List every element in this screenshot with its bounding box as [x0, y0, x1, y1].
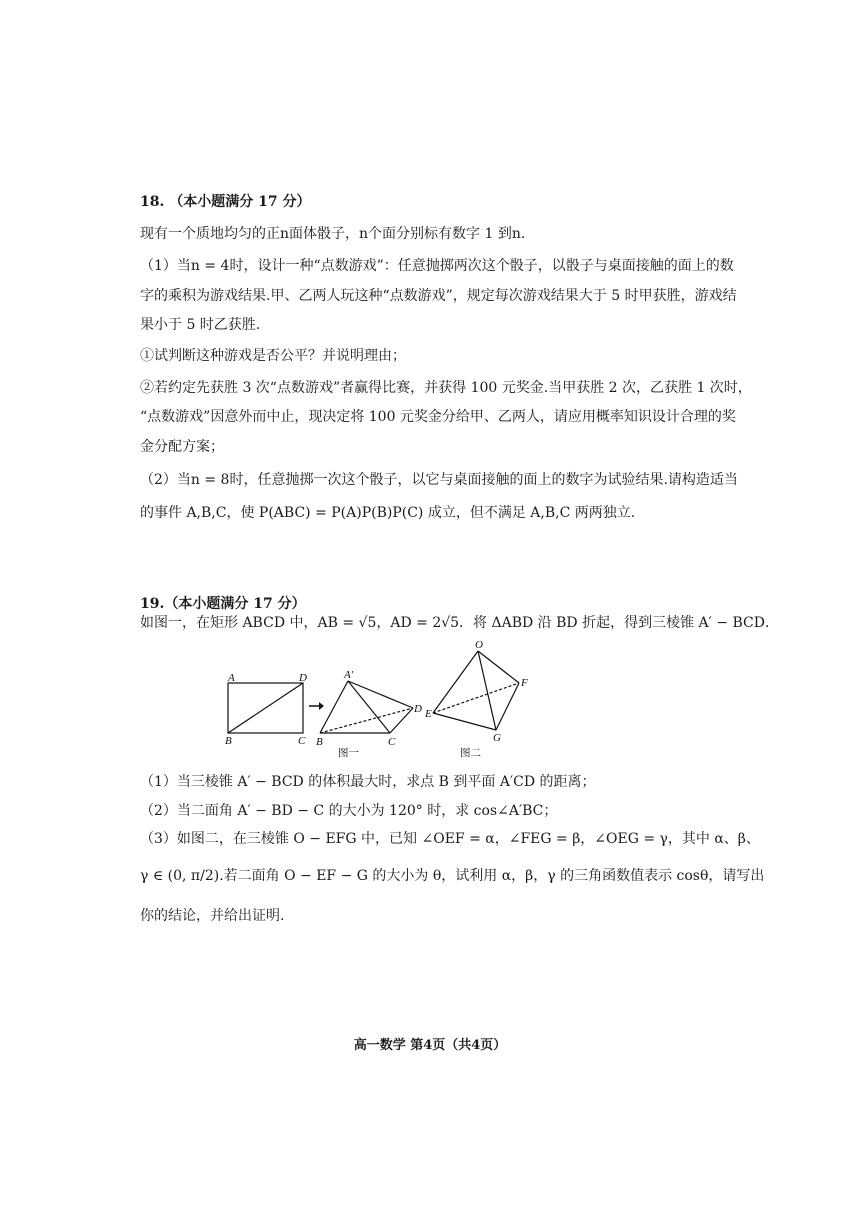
q18-header: 18. （本小题满分 17 分）	[140, 194, 311, 210]
q18-part1-line2: 字的乘积为游戏结果.甲、乙两人玩这种“点数游戏”，规定每次游戏结果大于 5 时甲获胜，游戏结	[140, 288, 737, 304]
q19-header: 19.（本小题满分 17 分）	[140, 596, 306, 612]
q18-part1-item-a: ①试判断这种游戏是否公平？并说明理由；	[140, 348, 406, 364]
fig1-label-b: B	[225, 735, 232, 747]
q18-part2-line2: 的事件 A,B,C，使 P(ABC) = P(A)P(B)P(C) 成立，但不满足 A,B,C 两两独立.	[140, 505, 636, 521]
q19-part1: （1）当三棱锥 A′ − BCD 的体积最大时，求点 B 到平面 A′CD 的距离；	[140, 774, 596, 790]
q18-part1-line3: 果小于 5 时乙获胜.	[140, 317, 261, 333]
figure-two-tetrahedron	[433, 651, 519, 730]
caption-figure-one: 图一	[338, 748, 359, 759]
fold-arrow-icon	[309, 702, 324, 710]
q18-intro: 现有一个质地均匀的正n面体骰子，n个面分别标有数字 1 到n.	[140, 226, 526, 242]
fig1-label-a: A	[228, 672, 235, 684]
fig-mid-label-b: B	[316, 736, 323, 748]
q18-part1-item-b-line2: “点数游戏”因意外而中止，现决定将 100 元奖金分给甲、乙两人，请应用概率知识设计合理的奖	[140, 409, 736, 425]
fig-mid-label-c: C	[388, 736, 396, 748]
folded-tetrahedron	[320, 681, 413, 733]
fig2-label-e: E	[425, 708, 432, 720]
q19-part3-line1: （3）如图二，在三棱锥 O − EFG 中，已知 ∠OEF = α，∠FEG = β，∠OEG = γ，其中 α、β、	[140, 831, 760, 847]
caption-figure-two: 图二	[460, 748, 481, 759]
q18-part1-item-b-line1: ②若约定先获胜 3 次“点数游戏”者赢得比赛，并获得 100 元奖金.当甲获胜 2 次，乙获胜 1 次时，	[140, 380, 752, 396]
q18-part1-item-b-line3: 金分配方案；	[140, 439, 224, 455]
page-footer: 高一数学 第4页（共4页）	[353, 1038, 507, 1053]
fig2-label-f: F	[521, 677, 528, 689]
q18-part1-line1: （1）当n = 4时，设计一种“点数游戏”：任意抛掷两次这个骰子，以骰子与桌面接触的面上的数	[140, 258, 734, 274]
q19-part3-line3: 你的结论，并给出证明.	[140, 908, 285, 924]
q19-part2: （2）当二面角 A′ − BD − C 的大小为 120° 时，求 cos∠A′BC；	[140, 803, 558, 819]
geometry-figures	[220, 638, 560, 763]
figure-one-rectangle	[228, 683, 303, 733]
fig-mid-label-a-prime: A′	[344, 669, 354, 681]
q19-intro: 如图一，在矩形 ABCD 中，AB = √5，AD = 2√5．将 ΔABD 沿 BD 折起，得到三棱锥 A′ − BCD．	[140, 615, 779, 631]
fig2-label-o: O	[475, 639, 483, 651]
q19-part3-line2: γ ∈ (0, π/2).若二面角 O − EF − G 的大小为 θ，试利用 α，β，γ 的三角函数值表示 cosθ，请写出	[140, 868, 765, 884]
q18-part2-line1: （2）当n = 8时，任意抛掷一次这个骰子，以它与桌面接触的面上的数字为试验结果.请构造适当	[140, 472, 738, 488]
fig2-label-g: G	[493, 732, 501, 744]
fig1-label-c: C	[298, 735, 306, 747]
fig1-label-d: D	[299, 672, 307, 684]
fig-mid-label-d: D	[414, 703, 422, 715]
